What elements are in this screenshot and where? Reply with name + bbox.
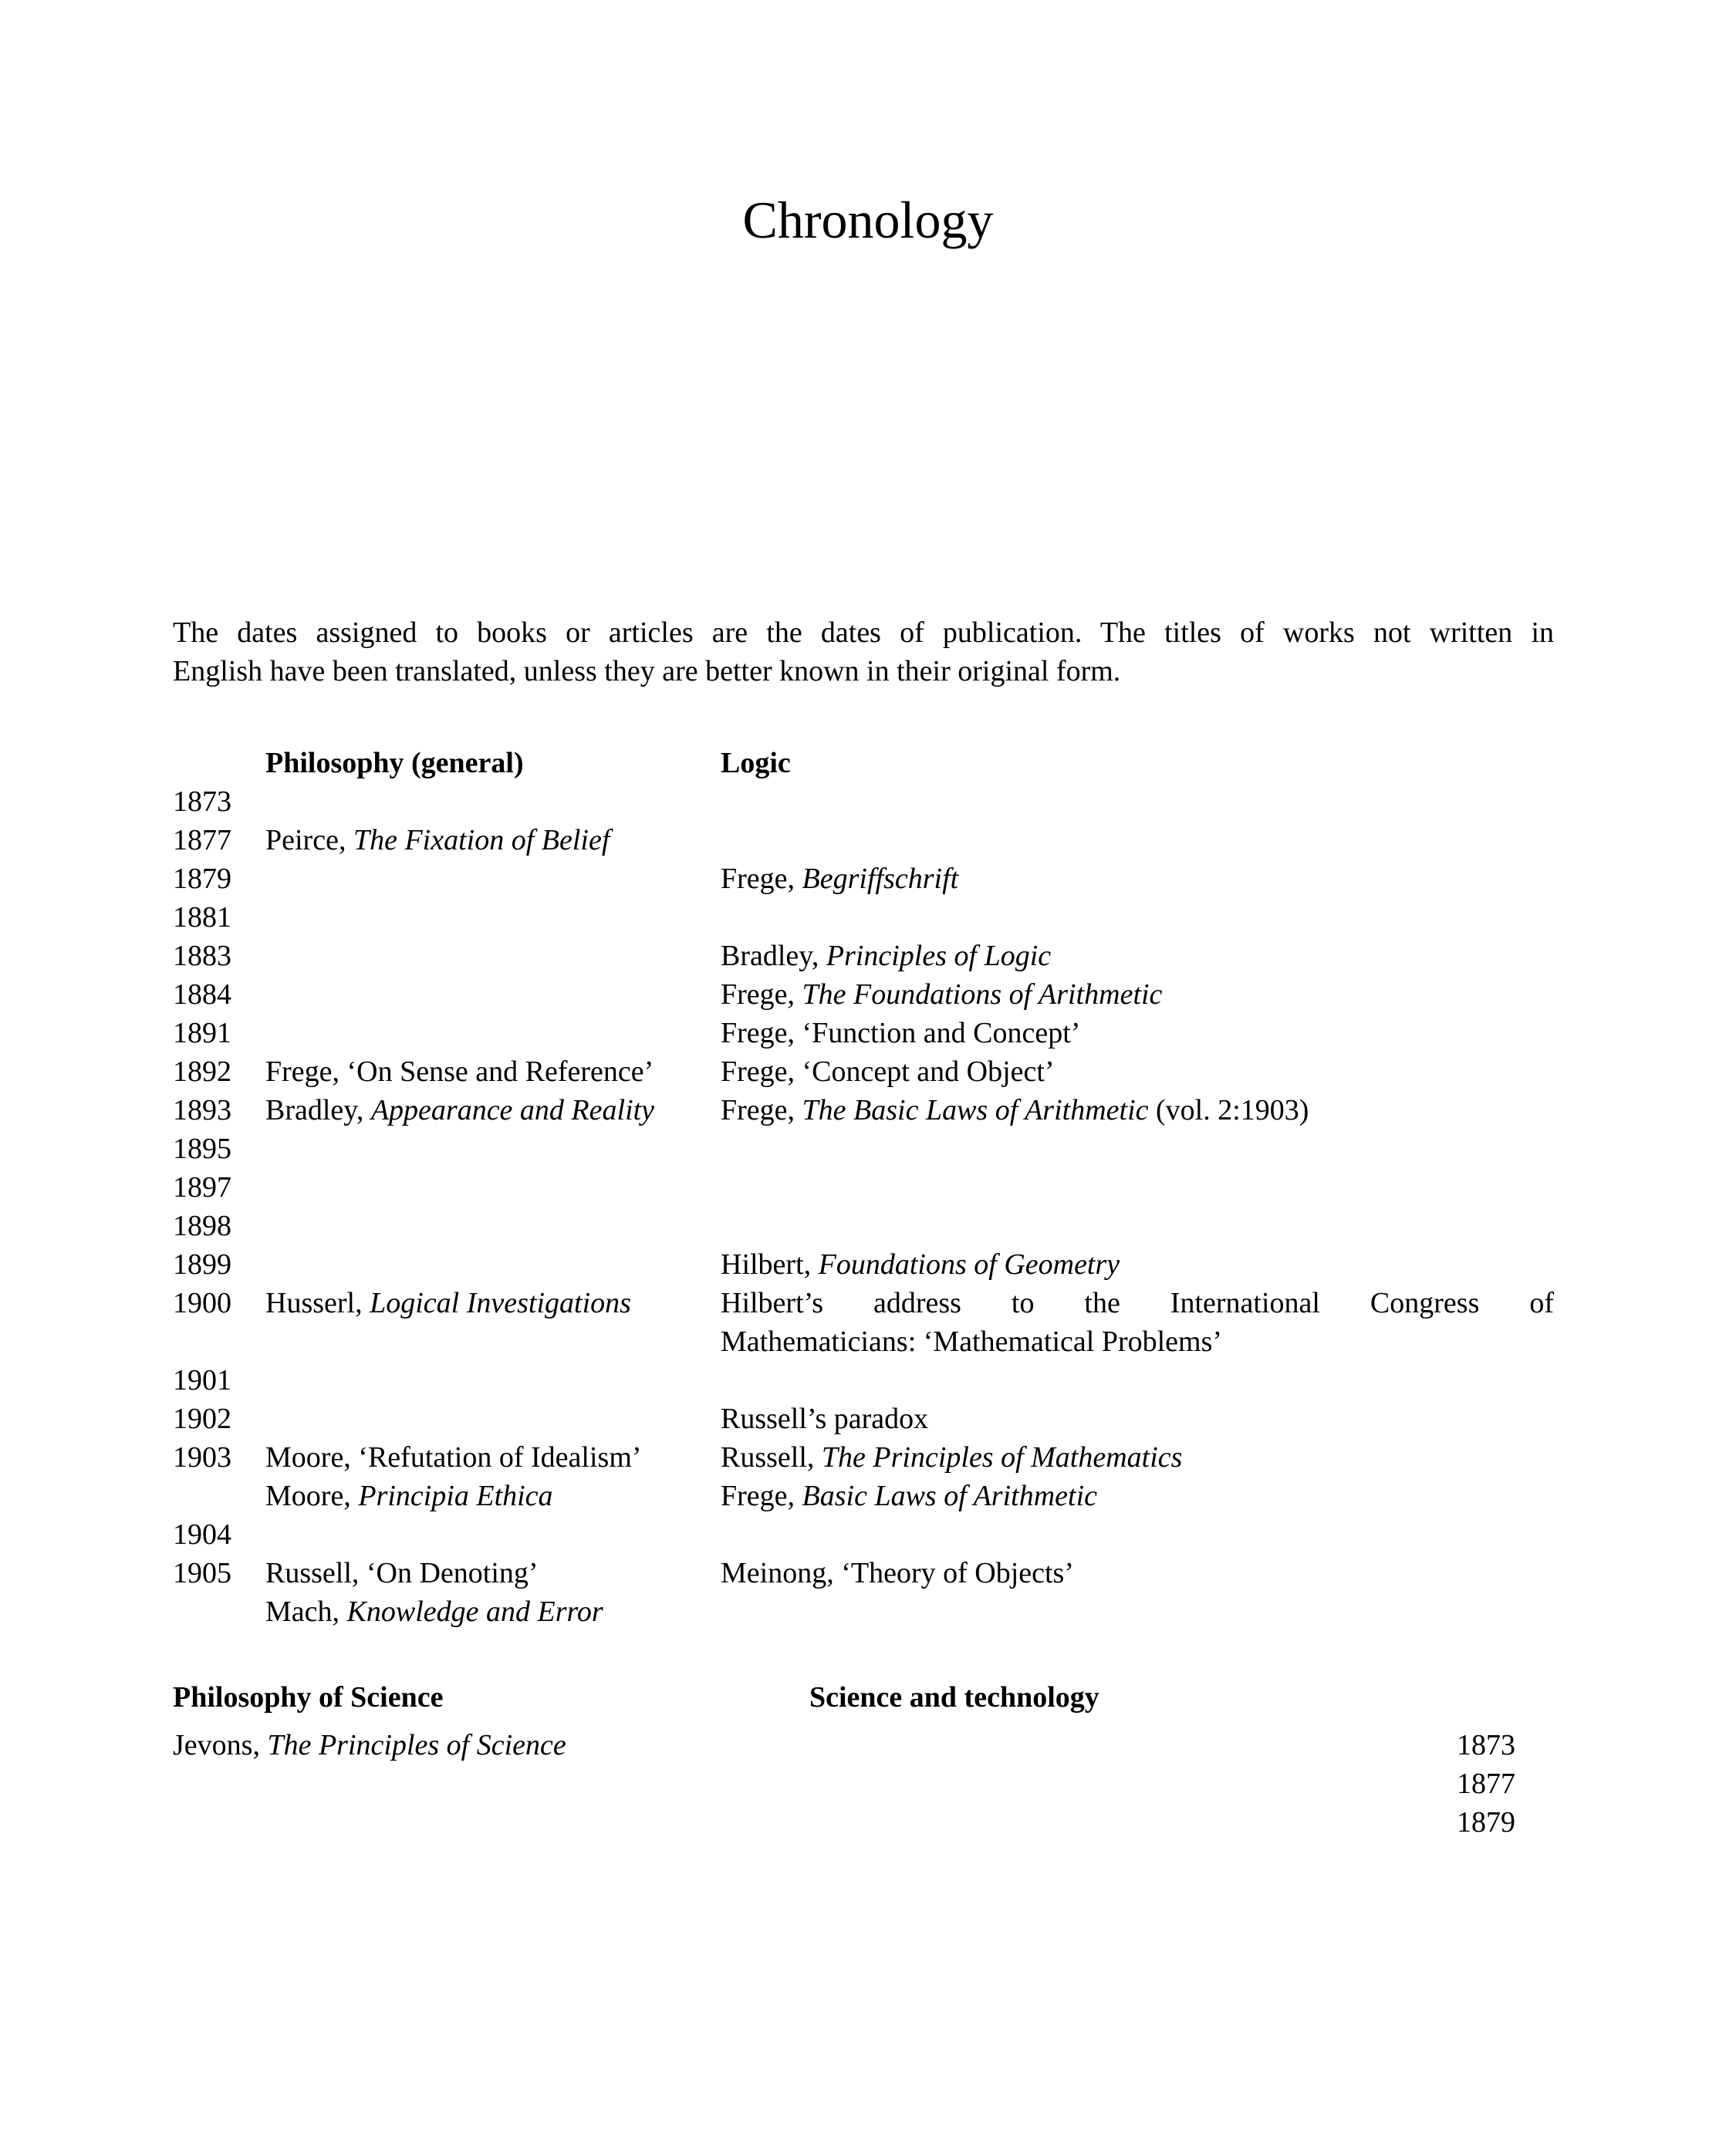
entry-author: Frege, ‘On Sense and Reference’ — [265, 1055, 654, 1088]
chronology-row — [173, 1168, 1554, 1207]
logic-cell — [721, 1052, 1554, 1091]
philosophy-cell — [265, 1284, 721, 1361]
year-cell: 1897 — [173, 1171, 231, 1204]
year-cell: 1883 — [173, 940, 231, 972]
logic-cell — [721, 821, 1554, 859]
page-title: Chronology — [742, 191, 994, 249]
chronology-row — [173, 1592, 1554, 1631]
philosophy-cell — [265, 859, 721, 898]
entry-title: Principles of Logic — [826, 940, 1052, 972]
year-cell: 1904 — [173, 1518, 231, 1551]
entry-author: Peirce, — [265, 824, 353, 856]
entry-author: Russell’s paradox — [721, 1403, 929, 1435]
philosophy-cell — [265, 898, 721, 937]
entry-title: Logical Investigations — [370, 1287, 631, 1319]
logic-cell — [721, 1592, 1554, 1631]
philosophy-cell — [265, 1515, 721, 1554]
chronology-row — [173, 1130, 1554, 1168]
logic-cell — [721, 1130, 1554, 1168]
philosophy-cell — [265, 1245, 721, 1284]
logic-cell — [721, 1091, 1554, 1130]
year-cell: 1902 — [173, 1403, 231, 1435]
entry-title: Knowledge and Error — [346, 1596, 603, 1628]
column-header-philosophy-of-science: Philosophy of Science — [173, 1681, 444, 1714]
chronology-row — [173, 975, 1554, 1014]
logic-cell — [721, 1168, 1554, 1207]
philosophy-cell — [265, 975, 721, 1014]
entry-title: The Principles of Mathematics — [821, 1441, 1183, 1474]
logic-cell — [721, 1014, 1554, 1052]
year-cell: 1895 — [173, 1133, 231, 1165]
philosophy-cell — [265, 1477, 721, 1515]
chronology-row — [173, 1284, 1554, 1361]
year-cell — [173, 1477, 265, 1515]
philosophy-cell — [265, 1554, 721, 1592]
entry-author: Jevons, — [173, 1729, 268, 1761]
entry-author: Husserl, — [265, 1287, 370, 1319]
philosophy-of-science-entry — [173, 1726, 566, 1764]
philosophy-cell — [265, 1438, 721, 1477]
year-cell — [173, 1592, 265, 1631]
intro-line: The dates assigned to books or articles are the dates of publication. The titles of works not written in — [173, 616, 1554, 649]
logic-cell — [721, 1554, 1554, 1592]
entry-author: Moore, ‘Refutation of Idealism’ — [265, 1441, 642, 1474]
entry-author: Russell, ‘On Denoting’ — [265, 1557, 539, 1589]
entry-author: Frege, ‘Function and Concept’ — [721, 1017, 1081, 1049]
chronology-row — [173, 1515, 1554, 1554]
logic-cell — [721, 1207, 1554, 1245]
year-cell: 1899 — [173, 1248, 231, 1281]
chronology-row — [173, 937, 1554, 975]
logic-cell — [721, 782, 1554, 821]
logic-cell — [721, 1400, 1554, 1438]
entry-author: Hilbert’s address to the International Congress of — [721, 1287, 1554, 1319]
philosophy-cell — [265, 1091, 721, 1130]
entry-author: Mach, — [265, 1596, 347, 1628]
year-cell: 1905 — [173, 1557, 231, 1589]
entry-title: Foundations of Geometry — [818, 1248, 1120, 1281]
logic-cell — [721, 1438, 1554, 1477]
year-label: 1873 — [1457, 1729, 1515, 1761]
chronology-row — [173, 859, 1554, 898]
entry-continuation: Mathematicians: ‘Mathematical Problems’ — [721, 1325, 1223, 1358]
entry-title: The Fixation of Belief — [353, 824, 610, 856]
chronology-row — [173, 821, 1554, 859]
philosophy-cell — [265, 782, 721, 821]
year-cell: 1898 — [173, 1210, 231, 1242]
entry-author: Meinong, ‘Theory of Objects’ — [721, 1557, 1074, 1589]
entry-author: Frege, ‘Concept and Object’ — [721, 1055, 1055, 1088]
philosophy-cell — [265, 1361, 721, 1400]
intro-line: English have been translated, unless they are better known in their original form. — [173, 655, 1121, 687]
chronology-row — [173, 1554, 1554, 1592]
philosophy-cell — [265, 1168, 721, 1207]
year-cell: 1873 — [173, 785, 231, 818]
year-cell: 1893 — [173, 1094, 231, 1126]
entry-title: Basic Laws of Arithmetic — [802, 1480, 1097, 1512]
chronology-row — [173, 1052, 1554, 1091]
philosophy-cell — [265, 1400, 721, 1438]
chronology-row — [173, 1477, 1554, 1515]
entry-author: Frege, — [721, 1480, 802, 1512]
entry-author: Bradley, — [265, 1094, 371, 1126]
entry-title: Appearance and Reality — [370, 1094, 655, 1126]
chronology-row — [173, 898, 1554, 937]
logic-cell — [721, 1245, 1554, 1284]
chronology-row — [173, 782, 1554, 821]
year-cell: 1892 — [173, 1055, 231, 1088]
entry-author: Moore, — [265, 1480, 359, 1512]
entry-author: Bradley, — [721, 940, 826, 972]
chronology-row — [173, 1207, 1554, 1245]
entry-author: Frege, — [721, 1094, 802, 1126]
entry-title: The Principles of Science — [267, 1729, 566, 1761]
entry-author: Russell, — [721, 1441, 822, 1474]
year-cell: 1877 — [173, 824, 231, 856]
entry-author: Frege, — [721, 978, 802, 1011]
year-label: 1877 — [1457, 1768, 1515, 1800]
philosophy-cell — [265, 1052, 721, 1091]
chronology-table — [173, 782, 1554, 1631]
science-years — [1457, 1726, 1515, 1842]
entry-title: The Foundations of Arithmetic — [802, 978, 1163, 1011]
column-header-philosophy-general: Philosophy (general) — [265, 747, 524, 779]
chronology-row — [173, 1014, 1554, 1052]
year-cell: 1881 — [173, 901, 231, 934]
year-cell: 1891 — [173, 1017, 231, 1049]
philosophy-cell — [265, 821, 721, 859]
logic-cell — [721, 1515, 1554, 1554]
column-header-science-and-technology: Science and technology — [809, 1681, 1099, 1714]
entry-author: Frege, — [721, 863, 802, 895]
logic-cell — [721, 898, 1554, 937]
year-label: 1879 — [1457, 1806, 1515, 1839]
intro-paragraph — [173, 613, 1554, 691]
logic-cell — [721, 1477, 1554, 1515]
philosophy-cell — [265, 1130, 721, 1168]
philosophy-cell — [265, 937, 721, 975]
entry-author: Hilbert, — [721, 1248, 819, 1281]
column-header-logic: Logic — [721, 747, 791, 779]
year-cell: 1879 — [173, 863, 231, 895]
chronology-body — [173, 782, 1554, 1631]
logic-cell — [721, 859, 1554, 898]
entry-title: Principia Ethica — [358, 1480, 553, 1512]
chronology-row — [173, 1361, 1554, 1400]
logic-cell — [721, 1361, 1554, 1400]
entry-note: (vol. 2:1903) — [1148, 1094, 1309, 1126]
philosophy-cell — [265, 1592, 721, 1631]
chronology-row — [173, 1245, 1554, 1284]
logic-cell — [721, 937, 1554, 975]
chronology-row — [173, 1400, 1554, 1438]
logic-cell — [721, 975, 1554, 1014]
logic-cell — [721, 1284, 1554, 1361]
philosophy-cell — [265, 1207, 721, 1245]
chronology-row — [173, 1438, 1554, 1477]
year-cell: 1901 — [173, 1364, 231, 1396]
year-cell: 1900 — [173, 1287, 231, 1319]
year-cell: 1884 — [173, 978, 231, 1011]
chronology-row — [173, 1091, 1554, 1130]
philosophy-cell — [265, 1014, 721, 1052]
entry-title: The Basic Laws of Arithmetic — [802, 1094, 1149, 1126]
year-cell: 1903 — [173, 1441, 231, 1474]
entry-title: Begriffschrift — [802, 863, 959, 895]
